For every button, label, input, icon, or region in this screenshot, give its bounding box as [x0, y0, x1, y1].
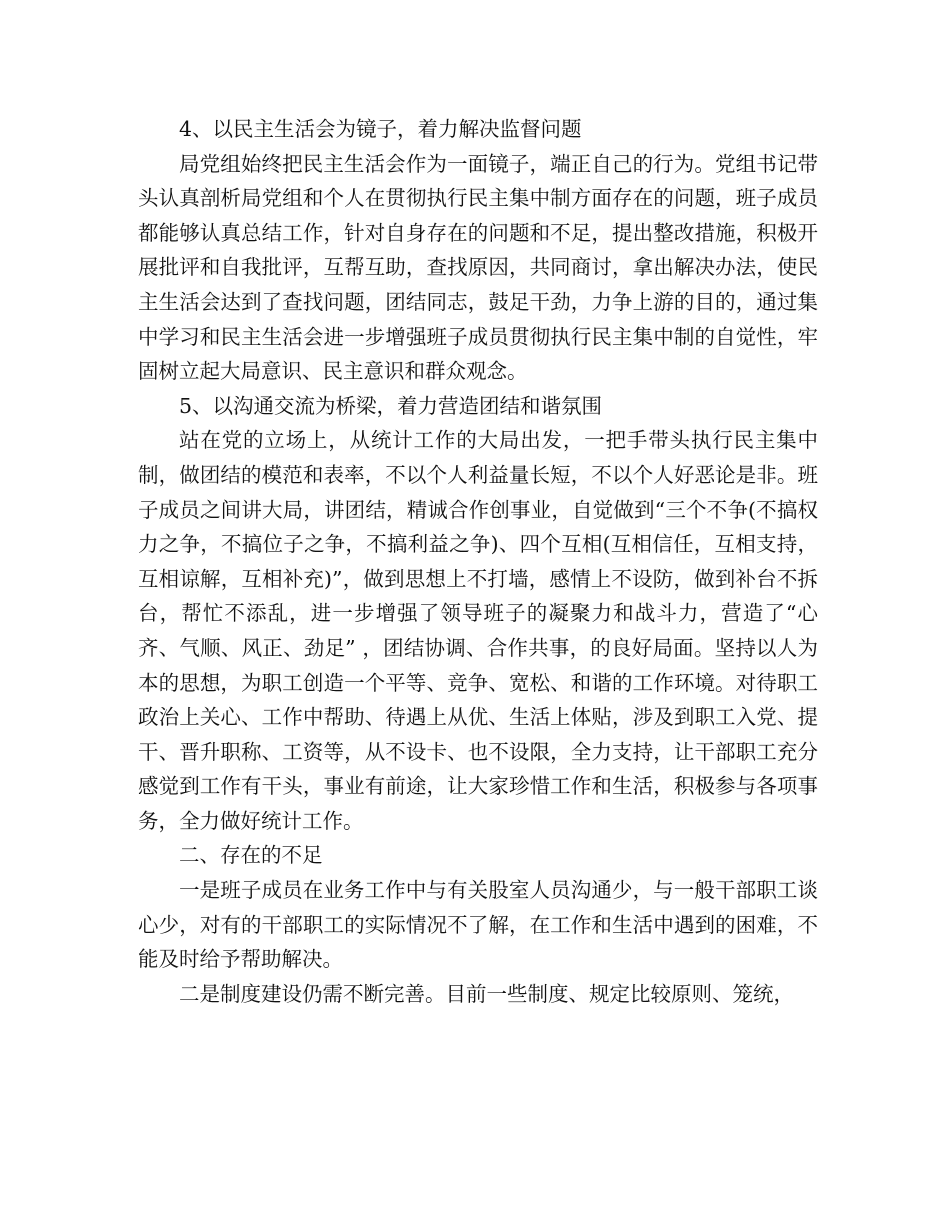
section-heading-5: 5、以沟通交流为桥梁，着力营造团结和谐氛围 [179, 393, 603, 418]
paragraph-democratic-life-meeting: 局党组始终把民主生活会作为一面镜子，端正自己的行为。党组书记带头认真剖析局党组和个人在贯彻执行民主集中制方面存在的问题，班子成员都能够认真总结工作，针对自身存在的问题和不足，提出整改措施，积极开展批评和自我批评，互帮互助，查找原因，共同商讨，拿出解决办法，使民主生活会达到了查找问题，团结同志，鼓足干劲，力争上游的目的，通过集中学习和民主生活会进一步增强班子成员贯彻执行民主集中制的自觉性，牢固树立起大局意识、民主意识和群众观念。 [138, 151, 818, 384]
paragraph-shortcoming-2: 二是制度建设仍需不断完善。目前一些制度、规定比较原则、笼统， [179, 981, 794, 1006]
document-body [138, 112, 818, 1011]
section-heading-4: 4、以民主生活会为镜子，着力解决监督问题 [179, 117, 582, 141]
paragraph-shortcoming-1: 一是班子成员在业务工作中与有关股室人员沟通少，与一般干部职工谈心少，对有的干部职工的实际情况不了解，在工作和生活中遇到的困难，不能及时给予帮助解决。 [138, 878, 818, 972]
paragraph-unity-harmony: 站在党的立场上，从统计工作的大局出发，一把手带头执行民主集中制，做团结的模范和表率，不以个人利益量长短，不以个人好恶论是非。班子成员之间讲大局，讲团结，精诚合作创事业，自觉做到“三个不争(不搞权力之争，不搞位子之争，不搞利益之争)、四个互相(互相信任，互相支持，互相谅解，互相补充)”，做到思想上不打墙，感情上不设防，做到补台不拆台，帮忙不添乱，进一步增强了领导班子的凝聚力和战斗力，营造了“心齐、气顺、风正、劲足” ，团结协调、合作共事，的良好局面。坚持以人为本的思想，为职工创造一个平等、竞争、宽松、和谐的工作环境。对待职工政治上关心、工作中帮助、待遇上从优、生活上体贴，涉及到职工入党、提干、晋升职称、工资等，从不设卡、也不设限，全力支持，让干部职工充分感觉到工作有干头，事业有前途，让大家珍惜工作和生活，积极参与各项事务，全力做好统计工作。 [138, 428, 818, 833]
section-heading-shortcomings: 二、存在的不足 [179, 843, 323, 868]
